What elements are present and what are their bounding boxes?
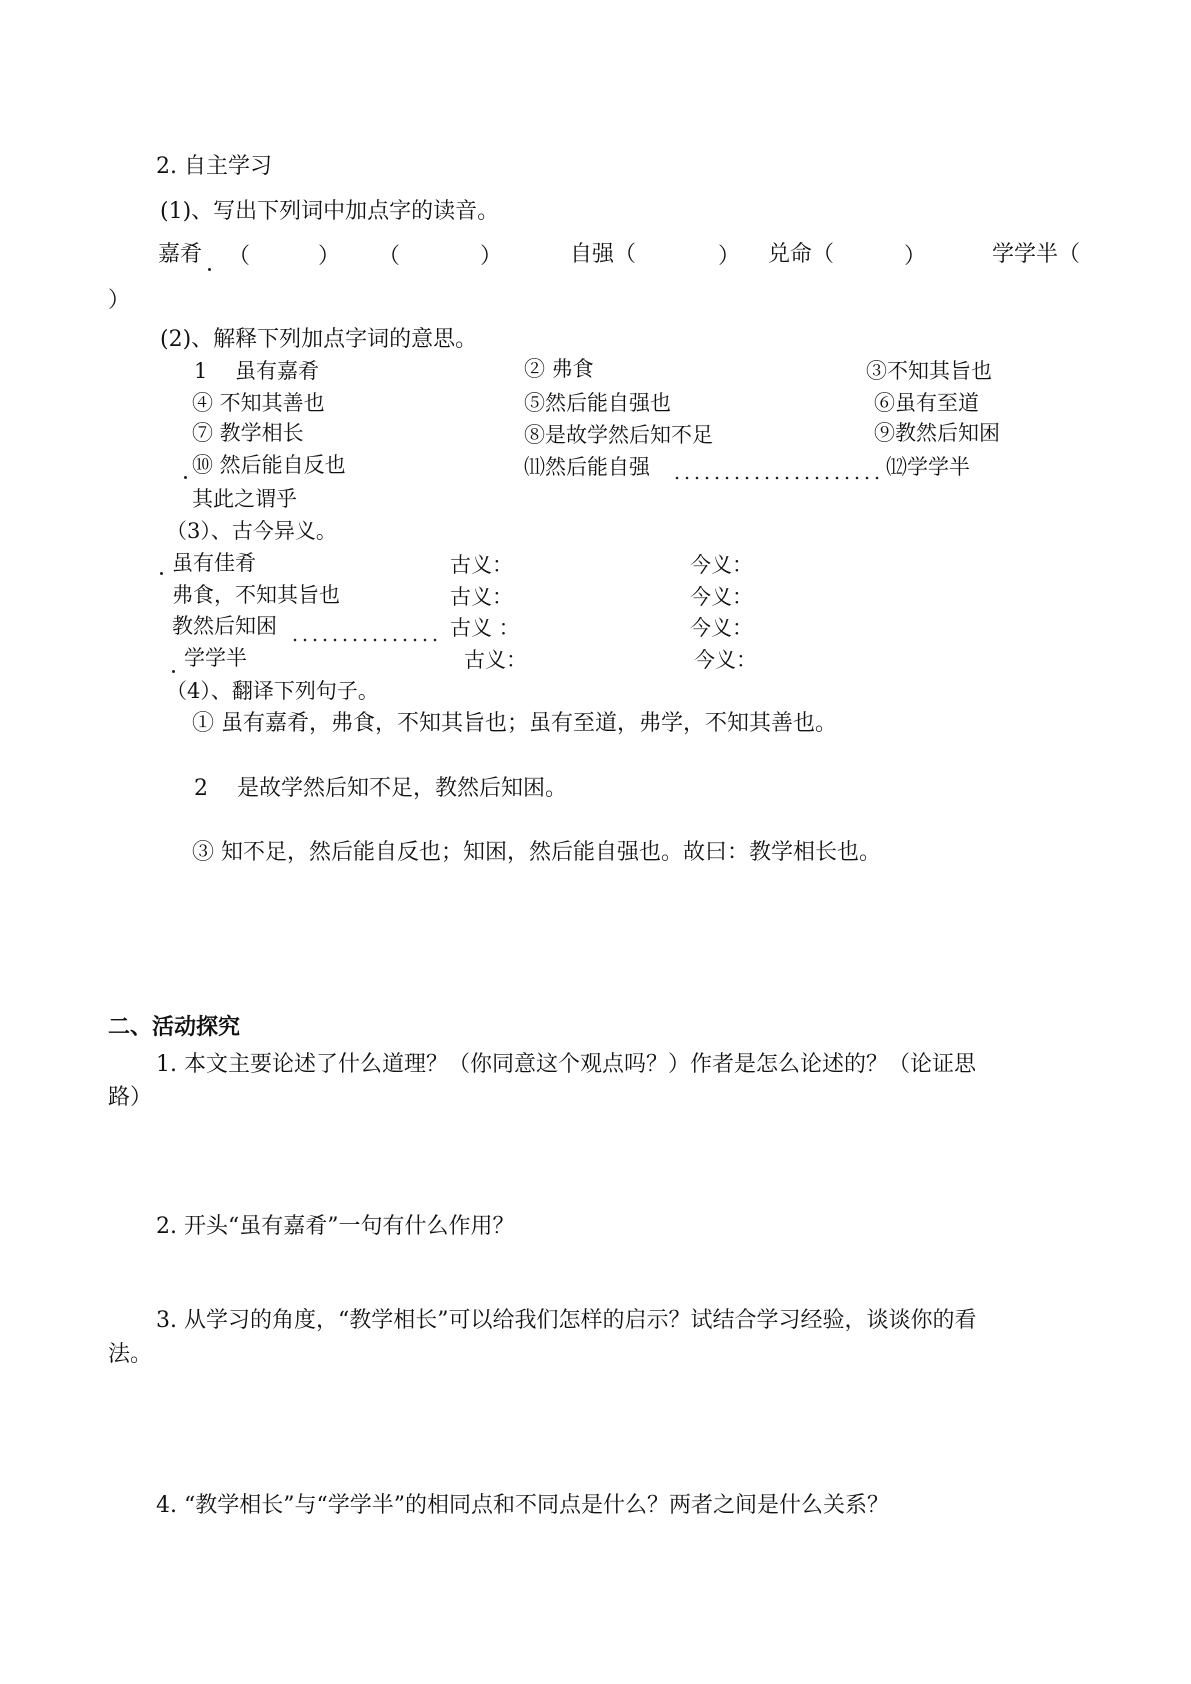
q2-item: ⑨教然后知困 — [874, 421, 1000, 445]
q1-paren: ） — [904, 244, 927, 269]
q2-item: 其此之谓乎 — [192, 487, 297, 511]
q3-jin-label: 今义： — [690, 585, 753, 609]
q2-item: ⑾然后能自强 — [524, 455, 650, 479]
q2-item: ⑦ 教学相长 — [192, 421, 304, 445]
q2-item: ⑤然后能自强也 — [524, 391, 671, 415]
q3-jin-label: 今义： — [694, 648, 757, 672]
q2-item: ⑿学学半 — [886, 455, 970, 479]
q2-item: ⑩ 然后能自反也 — [192, 453, 346, 477]
part-2-heading: 二、活动探究 — [108, 1014, 241, 1040]
q3-jin-label: 今义： — [690, 553, 753, 577]
q1-word-2: 自强（ — [570, 242, 637, 267]
q3-jin-label: 今义： — [690, 616, 753, 640]
q1-paren: （ — [378, 244, 401, 269]
emphasis-dot — [208, 268, 211, 271]
activity-question-4: 4. “教学相长”与“学学半”的相同点和不同点是什么？两者之间是什么关系？ — [156, 1493, 889, 1518]
emphasis-dot — [184, 476, 187, 479]
question-3-prompt: （3）、古今异义。 — [166, 519, 337, 543]
translate-sentence-2: 2 是故学然后知不足，教然后知困。 — [194, 776, 567, 801]
emphasis-dots — [290, 638, 442, 642]
emphasis-dots — [672, 476, 882, 480]
q2-item: ⑥虽有至道 — [874, 391, 979, 415]
activity-question-3-cont: 法。 — [108, 1342, 153, 1367]
translate-sentence-3: ③ 知不足，然后能自反也；知困，然后能自强也。故曰：教学相长也。 — [192, 840, 881, 865]
q3-gu-label: 古义： — [450, 553, 513, 577]
activity-question-1: 1. 本文主要论述了什么道理？（你同意这个观点吗？）作者是怎么论述的？（论证思 — [156, 1052, 976, 1077]
q1-paren: ） — [480, 244, 503, 269]
question-1-prompt: (1)、写出下列词中加点字的读音。 — [160, 199, 500, 224]
q1-word-3: 兑命（ — [768, 242, 835, 267]
q3-gu-label: 古义： — [450, 585, 513, 609]
q1-word-1: 嘉肴 — [158, 242, 203, 267]
q1-paren: （ — [228, 244, 251, 269]
q1-paren: ） — [108, 288, 131, 313]
q2-item: ④ 不知其善也 — [192, 391, 325, 415]
q3-word: 教然后知困 — [172, 614, 277, 638]
q3-gu-label: 古义： — [464, 648, 527, 672]
q2-item: 1 虽有嘉肴 — [194, 359, 320, 383]
translate-sentence-1: ① 虽有嘉肴，弗食，不知其旨也；虽有至道，弗学，不知其善也。 — [192, 711, 837, 736]
q3-word: 学学半 — [184, 646, 247, 670]
activity-question-3: 3. 从学习的角度，“教学相长”可以给我们怎样的启示？试结合学习经验，谈谈你的看 — [156, 1308, 977, 1333]
q1-paren: ） — [318, 244, 341, 269]
section-heading: 2. 自主学习 — [156, 154, 272, 179]
emphasis-dot — [172, 670, 175, 673]
question-4-prompt: （4）、翻译下列句子。 — [166, 679, 379, 703]
emphasis-dot — [160, 572, 163, 575]
q1-paren: ） — [718, 244, 741, 269]
q2-item: ③不知其旨也 — [866, 359, 992, 383]
q3-gu-label: 古义 ： — [450, 616, 520, 640]
q2-item: ⑧是故学然后知不足 — [524, 423, 713, 447]
activity-question-1-cont: 路） — [108, 1085, 153, 1110]
q2-item: ② 弗食 — [524, 357, 594, 381]
q3-word: 弗食，不知其旨也 — [172, 583, 340, 607]
question-2-prompt: (2)、解释下列加点字词的意思。 — [160, 327, 478, 352]
activity-question-2: 2. 开头“虽有嘉肴”一句有什么作用？ — [156, 1214, 515, 1239]
q3-word: 虽有佳肴 — [172, 551, 256, 575]
q1-word-4: 学学半（ — [992, 242, 1081, 267]
